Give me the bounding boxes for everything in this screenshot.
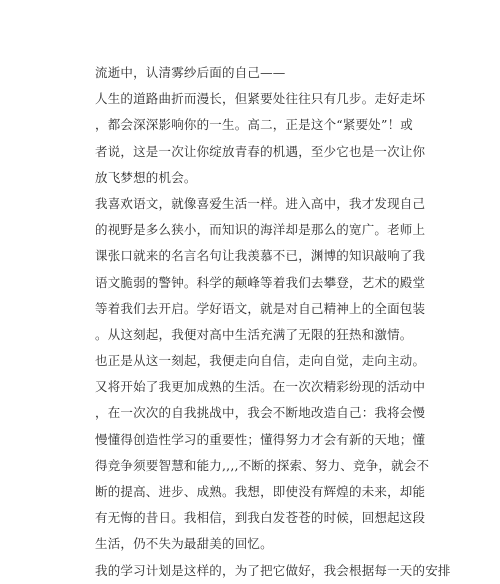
text-line: 得竞争须要智慧和能力,,,,不断的探索、努力、竞争，就会不	[95, 457, 430, 473]
text-line: 者说，这是一次让你绽放青春的机遇，至少它也是一次让你	[95, 143, 426, 159]
text-line: 也正是从这一刻起，我便走向自信，走向自觉，走向主动。	[95, 353, 426, 369]
text-line: 生活，仍不失为最甜美的回忆。	[95, 536, 273, 552]
text-line: 。从这刻起，我便对高中生活充满了无限的狂热和激情。	[95, 326, 413, 342]
text-line: 我喜欢语文，就像喜爱生活一样。进入高中，我才发现自己	[95, 195, 426, 211]
essay-text	[95, 60, 451, 578]
text-line: 断的提高、进步、成熟。我想，即使没有辉煌的未来，却能	[95, 484, 426, 499]
text-line: 放飞梦想的机会。	[95, 169, 197, 185]
text-line: 人生的道路曲折而漫长，但紧要处往往只有几步。走好走坏	[95, 91, 426, 107]
text-line: 有无悔的昔日。我相信，到我白发苍苍的时候，回想起这段	[95, 510, 426, 526]
text-line: ，在一次次的自我挑战中，我会不断地改造自己：我将会慢	[95, 405, 426, 421]
text-line: ，都会深深影响你的一生。高二，正是这个“紧要处”！或	[95, 117, 413, 133]
text-line: 的视野是多么狭小，而知识的海洋却是那么的宽广。老师上	[95, 222, 426, 238]
text-line: 又将开始了我更加成熟的生活。在一次次精彩纷现的活动中	[95, 379, 426, 395]
text-line-partial: 我的学习计划是这样的，为了把它做好，我会根据每一天的安排	[95, 562, 451, 578]
text-line: 流逝中，认清雾纱后面的自己——	[95, 65, 286, 80]
text-line: 慢懂得创造性学习的重要性；懂得努力才会有新的天地；懂	[95, 431, 426, 447]
text-line: 课张口就来的名言名句让我羡慕不已，渊博的知识敲响了我	[95, 248, 426, 264]
text-line: 等着我们去开启。学好语文，就是对自己精神上的全面包装	[95, 300, 426, 316]
text-line: 语文脆弱的警钟。科学的颠峰等着我们去攀登，艺术的殿堂	[95, 274, 426, 290]
